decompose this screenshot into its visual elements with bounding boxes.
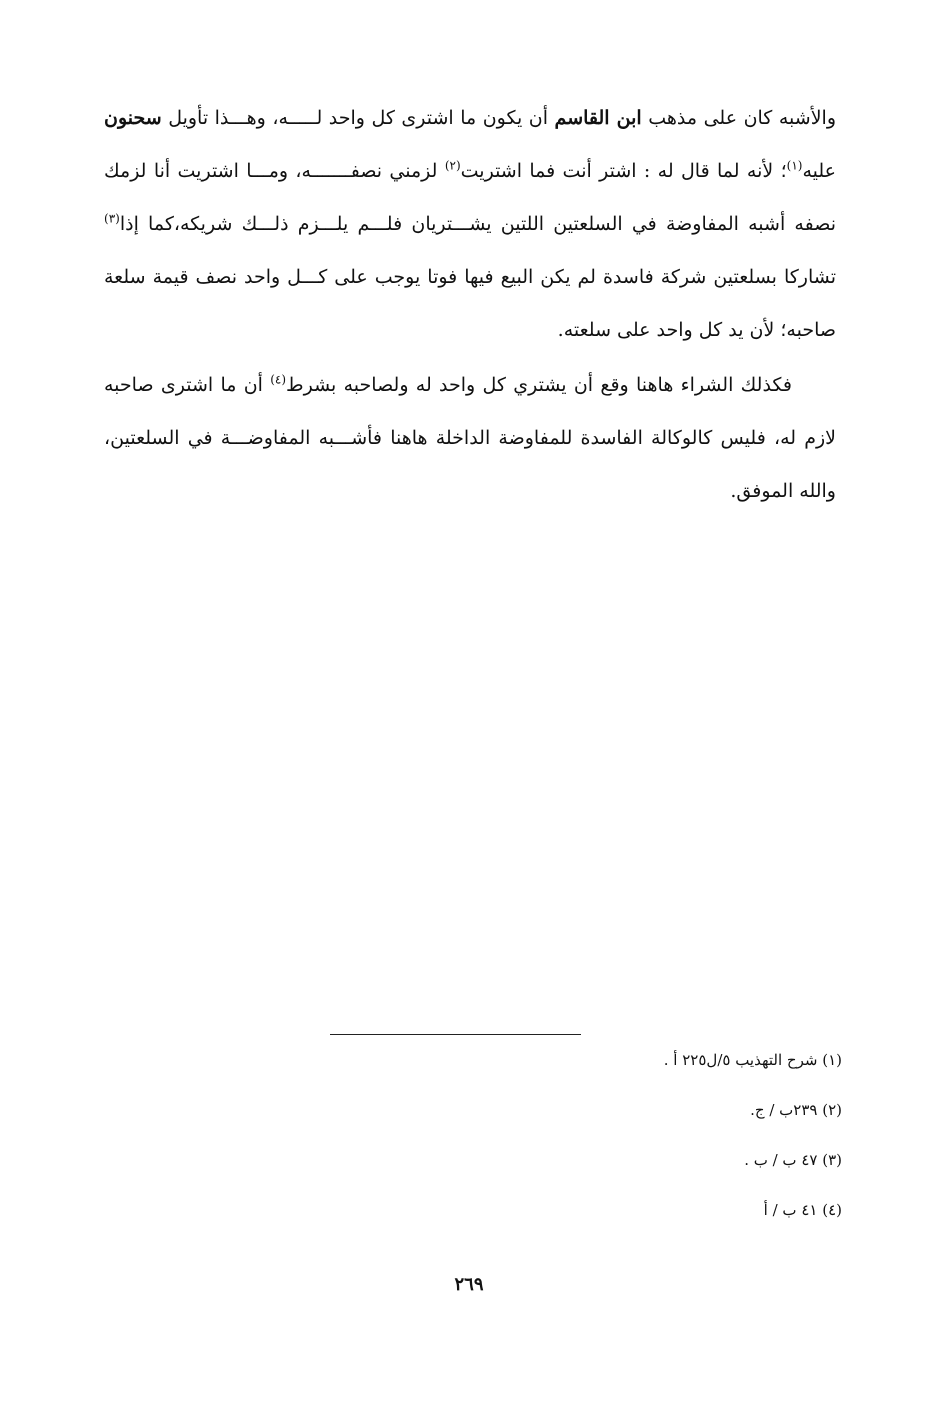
footnote-item: (٢) ٢٣٩ب / ج. [750, 1101, 842, 1119]
page-number: ٢٦٩ [454, 1274, 484, 1295]
footnote-reference: (٤) [270, 372, 287, 387]
paragraph [104, 92, 836, 357]
footnote-reference: (٢) [444, 158, 461, 173]
text-segment: فكذلك الشراء هاهنا وقع أن يشتري كل واحد له ولصاحبه بشرط [286, 374, 792, 396]
text-segment: لزمني نصفـــــــه، ومـــا اشتريت أنا لزمك نصفه أشبه المفاوضة في السلعتين اللتين يشـــتريان فلـــم يلـــزم ذلـــك شريكه،كما إذا [104, 160, 836, 235]
text-segment: ؛ لأنه لما قال له : اشتر أنت فما اشتريت [460, 160, 787, 182]
footnotes [442, 1040, 842, 1240]
footnote-reference: (١) [786, 158, 803, 173]
text-segment: والأشبه كان على مذهب [641, 107, 837, 129]
bold-name: سحنون [104, 107, 162, 129]
text-segment: تشاركا بسلعتين شركة فاسدة لم يكن البيع فيها فوتا يوجب على كـــل واحد نصف قيمة سلعة صاحبه؛ لأن يد كل واحد على سلعته. [104, 266, 836, 341]
footnote-reference: (٣) [104, 211, 120, 226]
bold-name: ابن القاسم [554, 107, 642, 129]
text-segment: عليه [802, 160, 836, 182]
text-segment: أن ما اشترى صاحبه لازم له، فليس كالوكالة الفاسدة للمفاوضة الداخلة هاهنا فأشـــبه المفاوضـــة في السلعتين، والله الموفق. [104, 374, 836, 502]
footnote-item: (١) شرح التهذيب ٥/ل٢٢٥ أ . [663, 1051, 842, 1069]
text-segment: أن يكون ما اشترى كل واحد لـــــه، وهـــذا تأويل [161, 107, 555, 129]
footnote-separator [330, 1034, 581, 1035]
footnote-item: (٣) ٤٧ ب / ب . [744, 1151, 842, 1169]
footnote-item: (٤) ٤١ ب / أ [763, 1201, 842, 1219]
main-text [104, 92, 836, 518]
paragraph [104, 359, 836, 518]
